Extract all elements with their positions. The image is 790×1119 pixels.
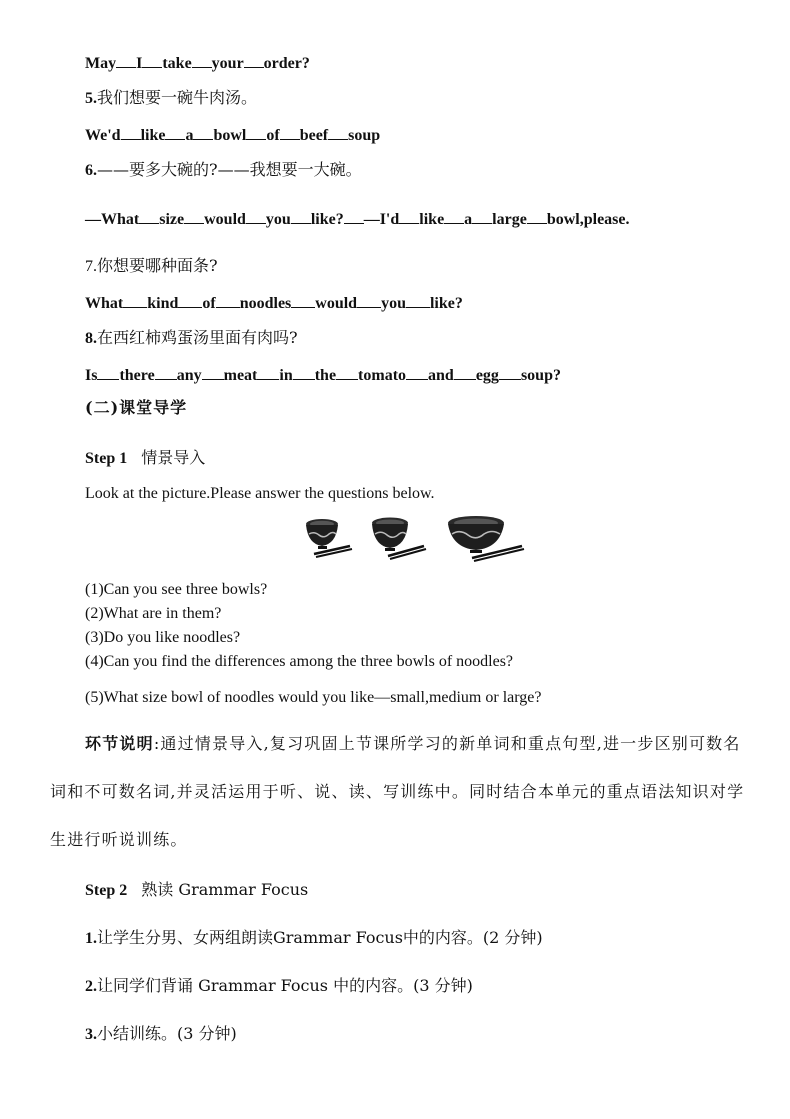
answer-word: like? [310,211,344,228]
step1-question-2: (2)What are in them? [85,605,222,622]
question-text: 我们想要一碗牛肉汤。 [97,88,258,107]
answer-blank [406,364,428,380]
answer-word: kind [147,295,179,312]
noodle-bowls-picture [300,512,530,564]
answer-word: May [85,55,117,72]
answer-blank [216,292,240,308]
item-number: 1. [85,930,97,947]
answer-blank [178,292,202,308]
answer-word: We'd [85,127,121,144]
question-number: 8. [85,330,97,347]
answer-blank [246,208,266,224]
answer-blank [291,208,311,224]
step2-item-2 [85,976,473,997]
answer-word: a [185,127,194,144]
answer-word: —I'd [363,211,400,228]
question-8 [85,328,298,349]
step1-question-3: (3)Do you like noodles? [85,629,241,646]
answer-blank [293,364,315,380]
answer-blank [527,208,547,224]
question-text: 在西红柿鸡蛋汤里面有肉吗? [97,328,298,347]
answer-blank [454,364,476,380]
answer-blank [155,364,177,380]
item-text: 让学生分男、女两组朗读Grammar Focus中的内容。(2 分钟) [97,928,543,947]
step2-heading [85,880,308,901]
item-number: 3. [85,1026,97,1043]
answer-blank [444,208,464,224]
large-bowl-icon [448,516,524,561]
answer-blank [246,124,266,140]
item-text: 让同学们背诵 Grammar Focus 中的内容。(3 分钟) [97,976,473,995]
answer-blank [142,52,162,68]
answer-word: any [176,367,202,384]
question-5 [85,88,257,109]
step-title: 情景导入 [141,448,206,467]
answer-blank [344,208,364,224]
answer-blank [291,292,315,308]
answer-blank [193,124,213,140]
answer-blank [472,208,492,224]
step1-question-5: (5)What size bowl of noodles would you like—small,medium or large? [85,689,542,706]
answer-word: large [492,211,527,228]
answer-word: in [279,367,293,384]
question-6 [85,160,362,181]
question-text: ——要多大碗的?——我想要一大碗。 [97,160,362,179]
answer-line-4 [85,52,310,74]
answer-blank [165,124,185,140]
answer-word: soup [348,127,381,144]
answer-word: you [381,295,406,312]
answer-word: Is [85,367,98,384]
answer-blank [97,364,119,380]
answer-line-7 [85,292,463,314]
answer-word: take [162,55,192,72]
answer-word: the [314,367,337,384]
answer-word: bowl,please. [546,211,630,228]
step-title: 熟读 Grammar Focus [141,880,309,899]
item-text: 小结训练。(3 分钟) [97,1024,237,1043]
answer-blank [280,124,300,140]
answer-blank [184,208,204,224]
answer-blank [257,364,279,380]
step1-question-4: (4)Can you find the differences among the three bowls of noodles? [85,653,514,670]
question-7 [85,256,218,277]
answer-word: of [202,295,216,312]
step1-instruction: Look at the picture.Please answer the questions below. [85,485,435,502]
answer-word: tomato [358,367,407,384]
answer-blank [499,364,521,380]
answer-blank [328,124,348,140]
answer-blank [202,364,224,380]
answer-line-5 [85,124,380,146]
answer-word: like [140,127,166,144]
answer-word: bowl [213,127,247,144]
answer-word: size [159,211,185,228]
step1-note [50,720,750,864]
step-label: Step 2 [85,882,128,899]
answer-blank [123,292,147,308]
answer-word: soup? [520,367,561,384]
answer-blank [406,292,430,308]
answer-word: would [315,295,358,312]
answer-blank [139,208,159,224]
answer-word: egg [475,367,499,384]
answer-blank [121,124,141,140]
answer-word: I [136,55,143,72]
step-label: Step 1 [85,450,128,467]
note-text: :通过情景导入,复习巩固上节课所学习的新单词和重点句型,进一步区别可数名词和不可数名词,并灵活运用于听、说、读、写训练中。同时结合本单元的重点语法知识对学生进行听说训练。 [50,734,745,849]
answer-blank [116,52,136,68]
answer-blank [192,52,212,68]
step2-item-3 [85,1024,237,1045]
answer-blank [399,208,419,224]
answer-word: of [266,127,280,144]
answer-blank [244,52,264,68]
answer-word: you [265,211,291,228]
answer-word: —What [85,211,140,228]
answer-word: noodles [239,295,292,312]
question-text: 你想要哪种面条? [97,256,218,275]
step1-heading [85,448,205,469]
small-bowl-icon [306,519,352,557]
question-number: 6. [85,162,97,179]
item-number: 2. [85,978,97,995]
answer-blank [357,292,381,308]
step2-item-1 [85,928,543,949]
step1-question-1: (1)Can you see three bowls? [85,581,268,598]
answer-word: like [419,211,445,228]
answer-word: like? [429,295,463,312]
answer-line-8 [85,364,561,386]
question-number: 7. [85,258,97,275]
answer-word: meat [223,367,258,384]
answer-line-6 [85,208,630,230]
answer-blank [336,364,358,380]
medium-bowl-icon [372,518,426,560]
answer-word: What [85,295,124,312]
answer-word: beef [299,127,329,144]
question-number: 5. [85,90,97,107]
answer-word: your [211,55,244,72]
note-label: 环节说明 [85,734,154,753]
answer-word: a [464,211,473,228]
answer-word: order? [263,55,310,72]
answer-word: and [428,367,454,384]
answer-word: there [119,367,155,384]
section-title: (二)课堂导学 [85,398,188,417]
answer-word: would [204,211,246,228]
